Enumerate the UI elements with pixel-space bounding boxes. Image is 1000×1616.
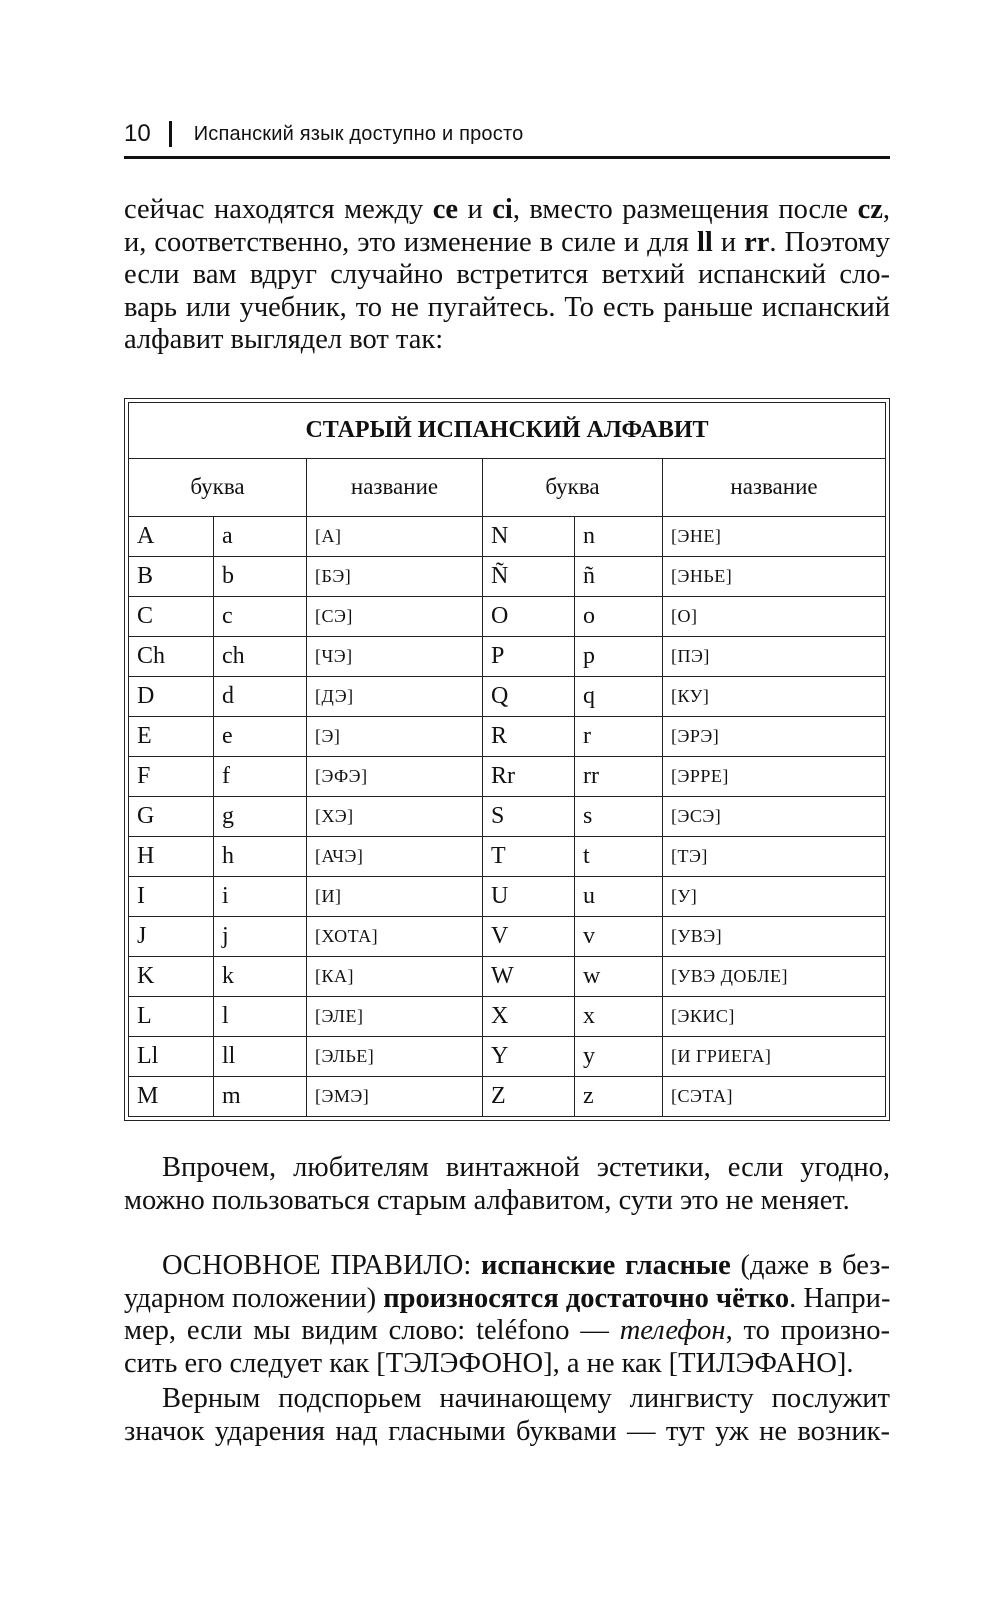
cell-cap-left: H bbox=[129, 837, 214, 877]
cell-cap-right: R bbox=[483, 717, 575, 757]
cell-name-left: [Э] bbox=[307, 717, 483, 757]
cell-name-left: [ЭЛЕ] bbox=[307, 997, 483, 1037]
running-header bbox=[124, 112, 890, 159]
table-row bbox=[129, 677, 886, 717]
cell-cap-left: B bbox=[129, 557, 214, 597]
final-line-2: значок ударения над гласными буквами — тут уж не возник- bbox=[124, 1415, 890, 1447]
cell-name-left: [ХЭ] bbox=[307, 797, 483, 837]
rule-line-4: сить его следует как [ТЭЛЭФОНО], а не как [ТИЛЭФАНО]. bbox=[124, 1347, 854, 1379]
cell-name-right: [ЭКИС] bbox=[663, 997, 886, 1037]
cell-cap-left: I bbox=[129, 877, 214, 917]
table-row bbox=[129, 757, 886, 797]
cell-cap-right: W bbox=[483, 957, 575, 997]
cell-cap-right: O bbox=[483, 597, 575, 637]
rule-line-2: ударном положении) произносятся достаточно чётко. Напри- bbox=[124, 1282, 891, 1314]
cell-small-left: f bbox=[214, 757, 307, 797]
cell-name-right: [ЭСЭ] bbox=[663, 797, 886, 837]
cell-small-right: u bbox=[575, 877, 663, 917]
cell-name-left: [ЭМЭ] bbox=[307, 1077, 483, 1117]
cell-cap-left: L bbox=[129, 997, 214, 1037]
cell-name-right: [И ГРИЕГА] bbox=[663, 1037, 886, 1077]
cell-small-left: ll bbox=[214, 1037, 307, 1077]
after-table-line-1: Впрочем, любителям винтажной эстетики, если угодно, bbox=[162, 1152, 890, 1183]
cell-name-right: [О] bbox=[663, 597, 886, 637]
cell-small-left: h bbox=[214, 837, 307, 877]
cell-small-left: ch bbox=[214, 637, 307, 677]
table-row bbox=[129, 517, 886, 557]
cell-name-right: [У] bbox=[663, 877, 886, 917]
cell-small-left: i bbox=[214, 877, 307, 917]
cell-small-right: v bbox=[575, 917, 663, 957]
cell-cap-right: S bbox=[483, 797, 575, 837]
cell-name-left: [КА] bbox=[307, 957, 483, 997]
intro-line-5: алфавит выглядел вот так: bbox=[124, 324, 444, 355]
cell-cap-left: J bbox=[129, 917, 214, 957]
cell-name-right: [УВЭ] bbox=[663, 917, 886, 957]
cell-cap-right: V bbox=[483, 917, 575, 957]
cell-name-left: [ЭЛЬЕ] bbox=[307, 1037, 483, 1077]
cell-cap-left: E bbox=[129, 717, 214, 757]
table-row bbox=[129, 637, 886, 677]
after-table-line-2: можно пользоваться старым алфавитом, сути это не меняет. bbox=[124, 1184, 850, 1216]
intro-line-1: сейчас находятся между ce и ci, вместо размещения после cz, bbox=[124, 194, 890, 225]
cell-small-right: o bbox=[575, 597, 663, 637]
cell-name-right: [УВЭ ДОБЛЕ] bbox=[663, 957, 886, 997]
cell-small-left: a bbox=[214, 517, 307, 557]
rule-line-1: ОСНОВНОЕ ПРАВИЛО: испанские гласные (даже в без- bbox=[162, 1250, 891, 1281]
cell-cap-left: K bbox=[129, 957, 214, 997]
table-row bbox=[129, 877, 886, 917]
intro-line-2: и, соответственно, это изменение в силе и для ll и rr. Поэтому bbox=[124, 226, 890, 258]
cell-small-right: s bbox=[575, 797, 663, 837]
header-letter-right: буква bbox=[483, 458, 663, 517]
table-row bbox=[129, 557, 886, 597]
cell-name-left: [А] bbox=[307, 517, 483, 557]
cell-small-left: b bbox=[214, 557, 307, 597]
table-row bbox=[129, 997, 886, 1037]
cell-cap-right: Y bbox=[483, 1037, 575, 1077]
old-alphabet-table-frame bbox=[124, 398, 890, 1121]
header-letter-left: буква bbox=[129, 458, 307, 517]
cell-small-right: n bbox=[575, 517, 663, 557]
rule-line-3: мер, если мы видим слово: teléfono — телефон, то произно- bbox=[124, 1315, 890, 1346]
cell-small-right: y bbox=[575, 1037, 663, 1077]
old-alphabet-table bbox=[128, 402, 886, 1117]
cell-name-right: [ТЭ] bbox=[663, 837, 886, 877]
header-separator bbox=[169, 121, 172, 147]
cell-cap-right: Ñ bbox=[483, 557, 575, 597]
cell-small-left: m bbox=[214, 1077, 307, 1117]
cell-small-left: c bbox=[214, 597, 307, 637]
table-title: СТАРЫЙ ИСПАНСКИЙ АЛФАВИТ bbox=[129, 403, 886, 459]
table-row bbox=[129, 957, 886, 997]
cell-cap-left: C bbox=[129, 597, 214, 637]
cell-small-left: j bbox=[214, 917, 307, 957]
cell-name-right: [ПЭ] bbox=[663, 637, 886, 677]
cell-name-right: [ЭНЬЕ] bbox=[663, 557, 886, 597]
cell-small-right: z bbox=[575, 1077, 663, 1117]
cell-small-left: l bbox=[214, 997, 307, 1037]
cell-small-right: w bbox=[575, 957, 663, 997]
cell-name-right: [ЭРРЕ] bbox=[663, 757, 886, 797]
cell-name-left: [СЭ] bbox=[307, 597, 483, 637]
cell-cap-left: Ch bbox=[129, 637, 214, 677]
cell-name-right: [КУ] bbox=[663, 677, 886, 717]
cell-small-right: x bbox=[575, 997, 663, 1037]
cell-cap-right: Z bbox=[483, 1077, 575, 1117]
final-paragraph bbox=[124, 1383, 890, 1448]
cell-cap-left: F bbox=[129, 757, 214, 797]
cell-small-left: k bbox=[214, 957, 307, 997]
after-table-paragraph bbox=[124, 1152, 890, 1217]
table-row bbox=[129, 1077, 886, 1117]
header-name-left: название bbox=[307, 458, 483, 517]
cell-name-left: [АЧЭ] bbox=[307, 837, 483, 877]
cell-cap-right: X bbox=[483, 997, 575, 1037]
cell-name-right: [ЭНЕ] bbox=[663, 517, 886, 557]
table-row bbox=[129, 917, 886, 957]
intro-line-4: варь или учебник, то не пугайтесь. То есть раньше испанский bbox=[124, 291, 890, 323]
cell-small-right: r bbox=[575, 717, 663, 757]
cell-small-right: rr bbox=[575, 757, 663, 797]
cell-cap-left: D bbox=[129, 677, 214, 717]
final-line-1: Верным подспорьем начинающему лингвисту послужит bbox=[162, 1383, 890, 1414]
cell-small-right: ñ bbox=[575, 557, 663, 597]
cell-name-left: [ДЭ] bbox=[307, 677, 483, 717]
cell-cap-left: M bbox=[129, 1077, 214, 1117]
cell-name-left: [ЧЭ] bbox=[307, 637, 483, 677]
cell-small-right: t bbox=[575, 837, 663, 877]
table-row bbox=[129, 797, 886, 837]
cell-cap-right: U bbox=[483, 877, 575, 917]
cell-name-right: [ЭРЭ] bbox=[663, 717, 886, 757]
cell-small-right: p bbox=[575, 637, 663, 677]
cell-small-left: e bbox=[214, 717, 307, 757]
cell-cap-right: T bbox=[483, 837, 575, 877]
cell-cap-left: A bbox=[129, 517, 214, 557]
table-row bbox=[129, 1037, 886, 1077]
page-number: 10 bbox=[124, 120, 151, 147]
table-row bbox=[129, 837, 886, 877]
cell-cap-right: Q bbox=[483, 677, 575, 717]
cell-cap-right: N bbox=[483, 517, 575, 557]
cell-name-left: [ХОТА] bbox=[307, 917, 483, 957]
cell-name-left: [БЭ] bbox=[307, 557, 483, 597]
cell-cap-left: Ll bbox=[129, 1037, 214, 1077]
cell-small-left: g bbox=[214, 797, 307, 837]
cell-small-right: q bbox=[575, 677, 663, 717]
rule-paragraph bbox=[124, 1250, 890, 1380]
table-title-row bbox=[129, 403, 886, 459]
cell-name-left: [ЭФЭ] bbox=[307, 757, 483, 797]
table-row bbox=[129, 597, 886, 637]
running-title: Испанский язык доступно и просто bbox=[193, 122, 524, 145]
cell-cap-left: G bbox=[129, 797, 214, 837]
cell-cap-right: P bbox=[483, 637, 575, 677]
cell-small-left: d bbox=[214, 677, 307, 717]
header-name-right: название bbox=[663, 458, 886, 517]
table-row bbox=[129, 717, 886, 757]
table-header-row bbox=[129, 458, 886, 517]
cell-cap-right: Rr bbox=[483, 757, 575, 797]
cell-name-right: [СЭТА] bbox=[663, 1077, 886, 1117]
intro-paragraph bbox=[124, 194, 890, 357]
cell-name-left: [И] bbox=[307, 877, 483, 917]
intro-line-3: если вам вдруг случайно встретится ветхий испанский сло- bbox=[124, 259, 890, 290]
